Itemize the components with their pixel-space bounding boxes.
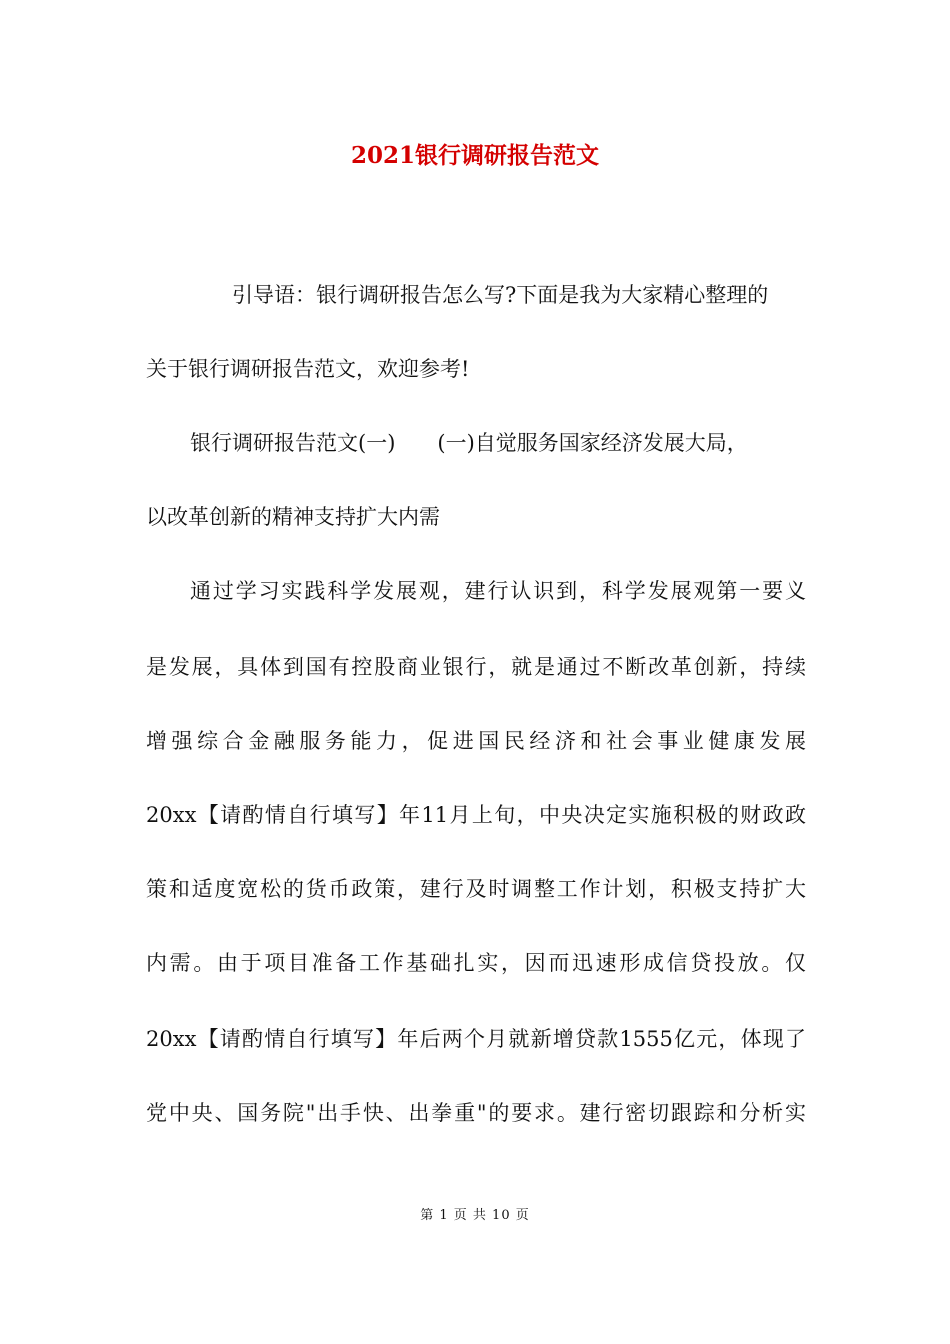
body-line-10: 内需。由于项目准备工作基础扎实，因而迅速形成信贷投放。仅: [146, 951, 806, 975]
body-line-5: 通过学习实践科学发展观，建行认识到，科学发展观第一要义: [190, 579, 806, 603]
body-line-1: 引导语：银行调研报告怎么写?下面是我为大家精心整理的: [232, 283, 769, 307]
page-number-footer: 第 1 页 共 10 页: [420, 1208, 530, 1223]
body-line-8: 20xx【请酌情自行填写】年11月上旬，中央决定实施积极的财政政: [146, 803, 806, 827]
body-line-11: 20xx【请酌情自行填写】年后两个月就新增贷款1555亿元，体现了: [146, 1027, 806, 1051]
document-title: 2021银行调研报告范文: [350, 142, 599, 169]
body-line-12: 党中央、国务院"出手快、出拳重"的要求。建行密切跟踪和分析实: [146, 1101, 806, 1125]
body-line-7: 增强综合金融服务能力，促进国民经济和社会事业健康发展: [146, 729, 806, 753]
body-line-9: 策和适度宽松的货币政策，建行及时调整工作计划，积极支持扩大: [146, 877, 806, 901]
body-line-6: 是发展，具体到国有控股商业银行，就是通过不断改革创新，持续: [146, 655, 806, 679]
body-line-2: 关于银行调研报告范文，欢迎参考!: [146, 357, 470, 381]
body-line-3: 银行调研报告范文(一) (一)自觉服务国家经济发展大局，: [190, 431, 748, 455]
body-line-4: 以改革创新的精神支持扩大内需: [146, 505, 440, 529]
